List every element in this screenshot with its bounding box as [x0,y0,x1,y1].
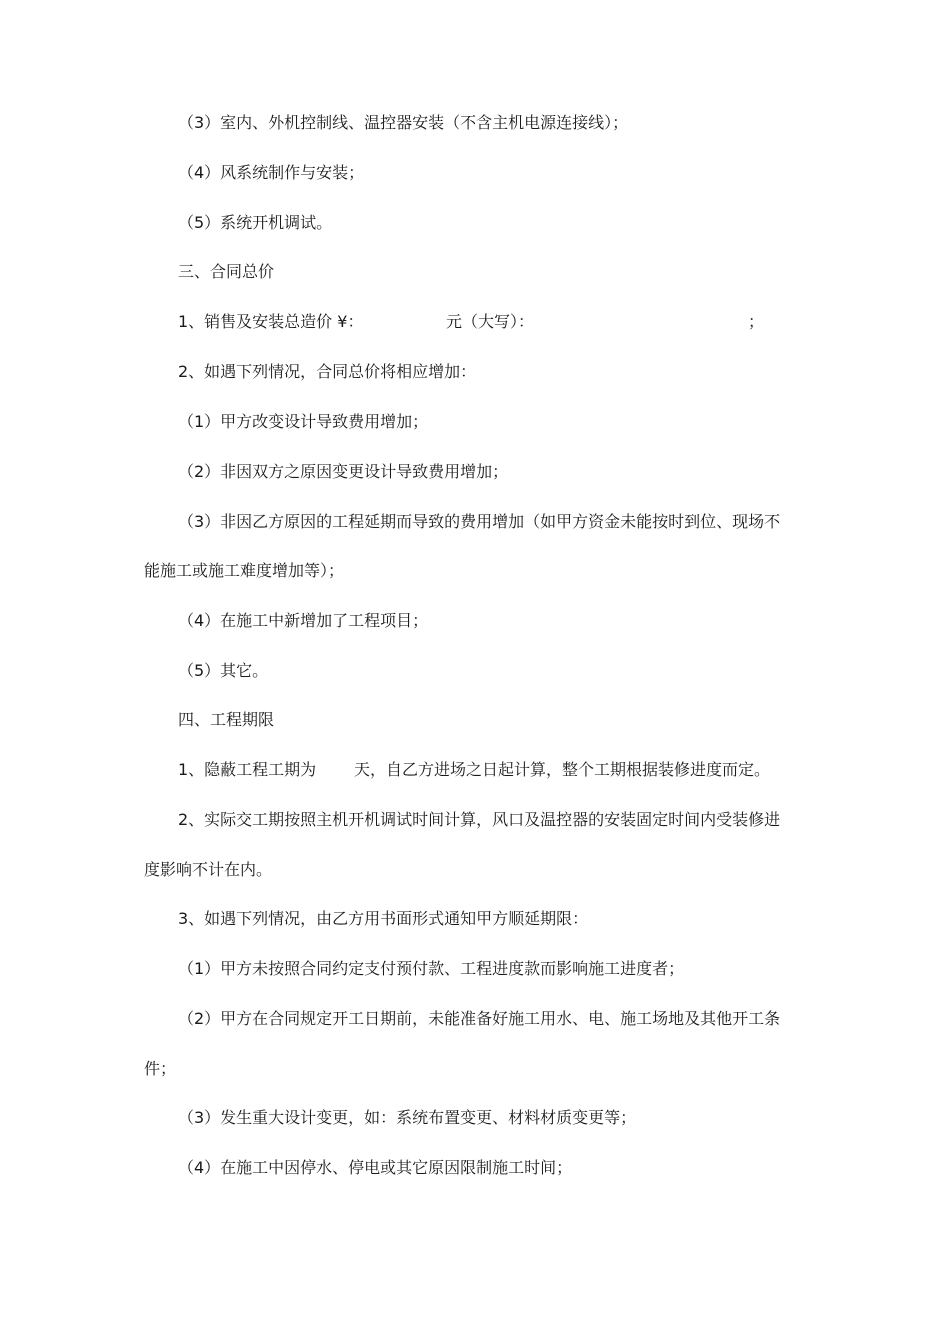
paragraph: （3）非因乙方原因的工程延期而导致的费用增加（如甲方资金未能按时到位、现场不 [178,512,781,531]
section-heading: 三、合同总价 [178,262,275,281]
section-heading: 四、工程期限 [178,710,275,729]
paragraph: 2、如遇下列情况，合同总价将相应增加： [178,362,477,381]
paragraph: 2、实际交工期按照主机开机调试时间计算，风口及温控器的安装固定时间内受装修进 [178,810,781,829]
paragraph: （5）系统开机调试。 [178,213,333,232]
paragraph: （2）甲方在合同规定开工日期前，未能准备好施工用水、电、施工场地及其他开工条 [178,1009,781,1028]
price-unit-label: 元（大写）： [446,312,535,331]
price-line-end: ； [748,312,765,331]
period-line [178,755,816,785]
period-rest: 天，自乙方进场之日起计算，整个工期根据装修进度而定。 [354,760,771,779]
period-label: 1、隐蔽工程工期为 [178,760,317,779]
price-line [178,307,816,337]
paragraph: （3）室内、外机控制线、温控器安装（不含主机电源连接线）； [178,113,629,132]
paragraph: （4）在施工中新增加了工程项目； [178,611,429,630]
paragraph: （5）其它。 [178,661,269,680]
paragraph: （3）发生重大设计变更，如：系统布置变更、材料材质变更等； [178,1108,637,1127]
paragraph: （4）风系统制作与安装； [178,163,365,182]
paragraph: （1）甲方未按照合同约定支付预付款、工程进度款而影响施工进度者； [178,959,685,978]
paragraph: （1）甲方改变设计导致费用增加； [178,412,429,431]
paragraph-continuation: 能施工或施工难度增加等）； [144,561,345,580]
price-label: 1、销售及安装总造价 ¥： [178,312,364,331]
paragraph: 3、如遇下列情况，由乙方用书面形式通知甲方顺延期限： [178,909,589,928]
paragraph-continuation: 度影响不计在内。 [144,860,273,879]
paragraph-continuation: 件； [144,1059,177,1078]
paragraph: （4）在施工中因停水、停电或其它原因限制施工时间； [178,1158,573,1177]
paragraph: （2）非因双方之原因变更设计导致费用增加； [178,462,509,481]
